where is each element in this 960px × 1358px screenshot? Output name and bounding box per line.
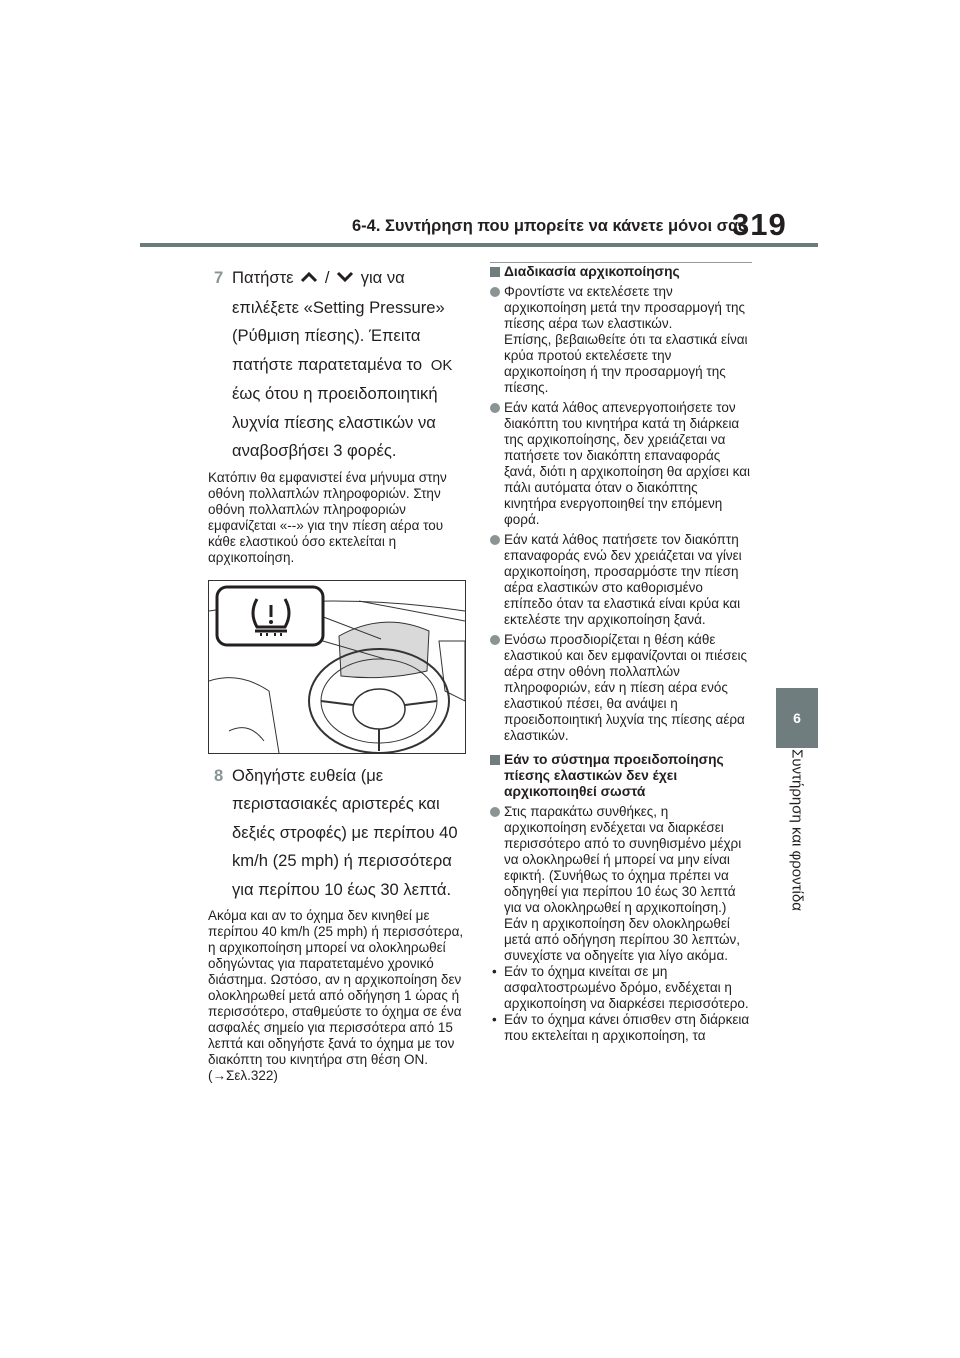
section-heading <box>490 752 752 800</box>
tire-pressure-warning-icon <box>247 595 295 637</box>
bullet-dot-icon <box>490 535 500 545</box>
bullet-text: Φροντίστε να εκτελέσετε την αρχικοποίηση μετά την προσαρμογή της πίεσης αέρα των ελαστικών. <box>504 284 745 331</box>
step-7-text-a: Πατήστε <box>232 268 294 287</box>
sub-bullet-text: Εάν το όχημα κινείται σε μη ασφαλτοστρωμένο δρόμο, ενδέχεται η αρχικοποίηση να διαρκέσει περισσότερο. <box>504 964 749 1011</box>
bullet-text: Ενόσω προσδιορίζεται η θέση κάθε ελαστικού και δεν εμφανίζονται οι πιέσεις αέρα στην οθόνη πολλαπλών πληροφοριών, εάν η πίεση αέρα ενός ελαστικού πέσει, θα ανάψει η προειδοποιητική λυχνία της πίεσης αέρα ελαστικών. <box>504 632 747 743</box>
step-8 <box>208 762 470 905</box>
sub-bullet-marker: • <box>492 1012 497 1027</box>
dashboard-illustration <box>208 580 466 754</box>
left-column <box>208 264 470 1084</box>
section-square-icon <box>490 755 500 765</box>
bullet-item <box>490 532 752 628</box>
section-heading-text: Εάν το σύστημα προειδοποίησης πίεσης ελαστικών δεν έχει αρχικοποιηθεί σωστά <box>504 752 724 799</box>
bullet-dot-icon <box>490 403 500 413</box>
step-number: 7 <box>214 268 224 287</box>
chevron-up-icon <box>300 265 318 294</box>
step-7-text-c: έως ότου η προειδοποιητική λυχνία πίεσης ελαστικών να αναβοσβήσει 3 φορές. <box>232 384 438 460</box>
step-7 <box>208 264 470 466</box>
section-square-icon <box>490 267 500 277</box>
sub-bullet-item <box>490 1012 752 1044</box>
chevron-down-icon <box>336 265 354 294</box>
step-7-separator: / <box>324 268 330 287</box>
bullet-dot-icon <box>490 287 500 297</box>
step-7-text-b: για να επιλέξετε «Setting Pressure» (Ρύθμιση πίεσης). Έπειτα πατήστε παρατεταμένα το <box>232 268 445 374</box>
page-reference: (→Σελ.322) <box>208 1068 278 1083</box>
bullet-item <box>490 400 752 528</box>
header-rule <box>140 243 818 247</box>
step-7-note: Κατόπιν θα εμφανιστεί ένα μήνυμα στην οθόνη πολλαπλών πληροφοριών. Στην οθόνη πολλαπλών πληροφοριών εμφανίζεται «--» για την πίεση αέρα του κάθε ελαστικού όσο εκτελείται η αρχικοποίηση. <box>208 469 447 565</box>
step-8-text: Οδηγήστε ευθεία (με περιστασιακές αριστερές και δεξιές στροφές) με περίπου 40 km/h (25 mph) ή περισσότερα για περίπου 10 έως 30 λεπτά. <box>232 765 458 899</box>
column-rule <box>490 262 752 263</box>
ok-button-label: OK <box>430 356 453 374</box>
bullet-text: Εάν κατά λάθος πατήσετε τον διακόπτη επαναφοράς ενώ δεν χρειάζεται να γίνει αρχικοποίηση, προσαρμόστε την πίεση αέρα ελαστικών στο καθορισμένο επίπεδο όταν τα ελαστικά είναι κρύα και εκτελέστε την αρχικοποίηση ξανά. <box>504 532 742 627</box>
right-column <box>490 264 752 1044</box>
bullet-text: Στις παρακάτω συνθήκες, η αρχικοποίηση ενδέχεται να διαρκέσει περισσότερο από το συνηθισμένο μέχρι να ολοκληρωθεί ή μπορεί να μην είναι εφικτή. (Συνήθως το όχημα πρέπει να οδηγηθεί για περίπου 10 έως 30 λεπτά για να ολοκληρωθεί η αρχικοποίηση.) Εάν η αρχικοποίηση δεν ολοκληρωθεί μετά από οδήγηση περίπου 30 λεπτών, συνεχίστε να οδηγείτε για λίγο ακόμα. <box>504 804 742 963</box>
bullet-item <box>490 284 752 396</box>
chapter-tab: 6 <box>776 688 818 748</box>
sub-bullet-item <box>490 964 752 1012</box>
bullet-text-continued: Επίσης, βεβαιωθείτε ότι τα ελαστικά είναι κρύα προτού εκτελέσετε την αρχικοποίηση ή την προσαρμογή της πίεσης. <box>504 332 748 395</box>
section-heading <box>490 264 752 280</box>
bullet-dot-icon <box>490 635 500 645</box>
step-number: 8 <box>214 765 224 785</box>
bullet-text: Εάν κατά λάθος απενεργοποιήσετε τον διακόπτη του κινητήρα κατά τη διάρκεια της αρχικοποίησης, δεν χρειάζεται να πατήσετε τον διακόπτη επαναφοράς ξανά, διότι η αρχικοποίηση θα αρχίσει και πάλι αυτόματα όταν ο διακόπτης κινητήρα ενεργοποιηθεί την επόμενη φορά. <box>504 400 751 527</box>
section-header-title: 6-4. Συντήρηση που μπορείτε να κάνετε μόνοι σας <box>352 217 747 235</box>
sub-bullet-text: Εάν το όχημα κάνει όπισθεν στη διάρκεια που εκτελείται η αρχικοποίηση, τα <box>504 1012 750 1043</box>
bullet-dot-icon <box>490 807 500 817</box>
bullet-item <box>490 804 752 964</box>
step-8-note: Ακόμα και αν το όχημα δεν κινηθεί με περίπου 40 km/h (25 mph) ή περισσότερα, η αρχικοποίηση μπορεί να ολοκληρωθεί οδηγώντας για παρατεταμένο χρονικό διάστημα. Ωστόσο, αν η αρχικοποίηση δεν ολοκληρωθεί μετά από οδήγηση 1 ώρας ή περισσότερο, σταθμεύστε το όχημα σε ένα ασφαλές σημείο για περισσότερα από 15 λεπτά και οδηγήστε ξανά το όχημα με τον διακόπτη του κινητήρα στη θέση ON. <box>208 908 464 1067</box>
chapter-tab-label: Συντήρηση και φροντίδα <box>788 749 806 911</box>
page-number: 319 <box>732 207 787 242</box>
section-heading-text: Διαδικασία αρχικοποίησης <box>504 264 680 279</box>
bullet-item <box>490 632 752 744</box>
sub-bullet-marker: • <box>492 964 497 979</box>
